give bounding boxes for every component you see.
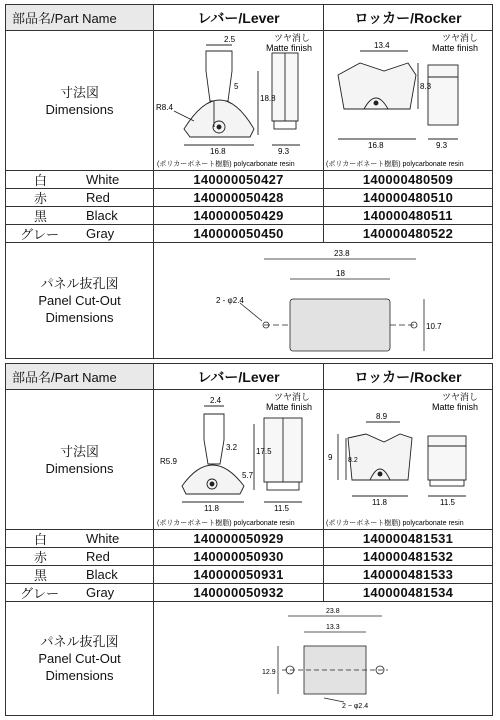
lever-dim-side: 11.5 <box>274 504 289 513</box>
lever-part-number: 140000050931 <box>154 566 324 583</box>
color-row-red <box>6 548 492 566</box>
panel-cutout-row <box>6 602 492 715</box>
lever-dim-base: 11.8 <box>204 504 219 513</box>
lever-drawing <box>154 390 323 529</box>
panel-dim-height: 10.7 <box>426 322 442 331</box>
rocker-header <box>324 364 492 389</box>
rocker-material: (ポリカーボネート樹脂) polycarbonate resin <box>326 520 464 527</box>
rocker-dim-height-inner: 8.2 <box>348 457 358 464</box>
spec-table-2 <box>5 363 493 716</box>
lever-drawing-cell <box>154 31 324 170</box>
color-en: Red <box>86 190 110 205</box>
rocker-part-number: 140000481532 <box>362 549 454 564</box>
lever-dim-height: 17.5 <box>256 447 272 456</box>
lever-part-number: 140000050428 <box>154 189 324 206</box>
lever-header <box>154 364 324 389</box>
panel-dim-total: 23.8 <box>326 608 340 615</box>
panel-dim-height: 12.9 <box>262 669 276 676</box>
lever-part-number: 140000050932 <box>154 584 324 601</box>
rocker-header-label: ロッカー/Rocker <box>354 9 462 26</box>
panel-en2: Dimensions <box>45 310 114 325</box>
rocker-dim-side: 9.3 <box>436 141 448 150</box>
rocker-dim-height-outer: 9 <box>328 453 333 462</box>
color-label <box>6 530 154 547</box>
rocker-part-number: 140000481534 <box>362 585 454 600</box>
color-en: White <box>86 172 120 187</box>
color-row-black <box>6 566 492 584</box>
rocker-drawing <box>324 31 492 170</box>
rocker-part-number: 140000481531 <box>362 531 454 546</box>
rocker-matte-jp: ツヤ消し <box>442 33 479 43</box>
color-jp: 黒 <box>34 568 48 583</box>
color-en: Black <box>86 208 118 223</box>
lever-dim-top: 2.5 <box>224 35 236 44</box>
rocker-material: (ポリカーボネート樹脂) polycarbonate resin <box>326 161 464 168</box>
dimensions-row <box>6 31 492 171</box>
lever-header <box>154 5 324 30</box>
lever-drawing-cell <box>154 390 324 529</box>
part-name-label: 部品名/Part Name <box>12 11 117 26</box>
panel-cutout-drawing <box>154 602 493 714</box>
color-jp: グレー <box>20 227 60 242</box>
lever-matte-jp: ツヤ消し <box>274 392 311 402</box>
dimensions-row <box>6 390 492 530</box>
lever-dim-angle: 5 <box>234 82 239 91</box>
color-jp: 白 <box>34 532 48 547</box>
rocker-dim-height: 8.3 <box>420 82 432 91</box>
rocker-header <box>324 5 492 30</box>
lever-part-number: 140000050450 <box>154 225 324 242</box>
color-jp: 赤 <box>34 191 48 206</box>
dimensions-jp: 寸法図 <box>59 84 99 100</box>
color-label <box>6 548 154 565</box>
color-label <box>6 189 154 206</box>
dimensions-label <box>6 390 154 529</box>
lever-dim-side: 9.3 <box>278 147 290 156</box>
panel-cutout-drawing-cell <box>154 243 492 358</box>
color-label <box>6 566 154 583</box>
rocker-drawing-cell <box>324 31 492 170</box>
color-row-red <box>6 189 492 207</box>
color-jp: 白 <box>34 173 48 188</box>
header-row <box>6 364 492 390</box>
part-name-header <box>6 5 154 30</box>
color-en: Black <box>86 567 118 582</box>
panel-en1: Panel Cut-Out <box>38 293 121 308</box>
dimensions-en: Dimensions <box>45 460 114 476</box>
rocker-part-number: 140000481533 <box>362 567 454 582</box>
color-en: Red <box>86 549 110 564</box>
spec-table-1 <box>5 4 493 359</box>
lever-header-label: レバー/Lever <box>197 368 280 385</box>
rocker-matte-en: Matte finish <box>432 43 479 53</box>
color-label <box>6 584 154 601</box>
lever-material: (ポリカーボネート樹脂) polycarbonate resin <box>157 520 295 527</box>
lever-dim-low: 5.7 <box>242 471 254 480</box>
rocker-part-number: 140000480522 <box>362 226 454 241</box>
lever-drawing <box>154 31 323 170</box>
lever-dim-radius: R5.9 <box>160 457 177 466</box>
panel-dim-total: 23.8 <box>334 249 350 258</box>
rocker-drawing-cell <box>324 390 492 529</box>
part-name-label: 部品名/Part Name <box>12 370 117 385</box>
color-row-gray <box>6 225 492 243</box>
color-label <box>6 225 154 242</box>
lever-dim-top: 2.4 <box>210 396 222 405</box>
panel-dim-hole: 2 − φ2.4 <box>342 703 369 710</box>
rocker-part-number: 140000480511 <box>363 208 453 223</box>
lever-material: (ポリカーボネート樹脂) polycarbonate resin <box>157 161 295 168</box>
lever-header-label: レバー/Lever <box>197 9 280 26</box>
rocker-part-number: 140000480509 <box>362 172 454 187</box>
color-row-white <box>6 530 492 548</box>
panel-cutout-row <box>6 243 492 358</box>
lever-part-number: 140000050929 <box>154 530 324 547</box>
panel-cutout-drawing-cell <box>154 602 492 715</box>
part-name-header <box>6 364 154 389</box>
lever-part-number: 140000050429 <box>154 207 324 224</box>
panel-dim-hole: 2 - φ2.4 <box>216 296 244 305</box>
dimensions-en: Dimensions <box>45 101 114 117</box>
lever-dim-radius: R8.4 <box>156 103 173 112</box>
color-en: White <box>86 531 120 546</box>
panel-cutout-label <box>6 602 154 715</box>
rocker-drawing <box>324 390 492 529</box>
panel-dim-inner: 18 <box>336 269 345 278</box>
header-row <box>6 5 492 31</box>
color-jp: 赤 <box>34 550 48 565</box>
rocker-dim-top: 13.4 <box>374 41 390 50</box>
lever-matte-jp: ツヤ消し <box>274 33 311 43</box>
color-en: Gray <box>86 585 115 600</box>
rocker-dim-base: 16.8 <box>368 141 384 150</box>
color-jp: 黒 <box>34 209 48 224</box>
panel-cutout-label <box>6 243 154 358</box>
color-jp: グレー <box>20 586 60 601</box>
lever-part-number: 140000050427 <box>154 171 324 188</box>
color-row-white <box>6 171 492 189</box>
lever-matte-en: Matte finish <box>266 402 313 412</box>
rocker-dim-side: 11.5 <box>440 498 455 507</box>
dimensions-jp: 寸法図 <box>59 443 99 459</box>
rocker-dim-base: 11.8 <box>372 498 387 507</box>
panel-en1: Panel Cut-Out <box>38 651 121 666</box>
color-row-black <box>6 207 492 225</box>
lever-part-number: 140000050930 <box>154 548 324 565</box>
panel-jp: パネル抜孔図 <box>40 634 119 649</box>
dimensions-label <box>6 31 154 170</box>
rocker-part-number: 140000480510 <box>362 190 454 205</box>
rocker-matte-en: Matte finish <box>432 402 479 412</box>
color-label <box>6 171 154 188</box>
rocker-header-label: ロッカー/Rocker <box>354 368 462 385</box>
panel-cutout-drawing <box>154 243 493 357</box>
rocker-matte-jp: ツヤ消し <box>442 392 479 402</box>
panel-en2: Dimensions <box>45 668 114 683</box>
lever-dim-height: 18.8 <box>260 94 276 103</box>
lever-matte-en: Matte finish <box>266 43 313 53</box>
rocker-dim-top: 8.9 <box>376 412 388 421</box>
color-en: Gray <box>86 226 115 241</box>
color-label <box>6 207 154 224</box>
lever-dim-mid: 3.2 <box>226 443 238 452</box>
panel-dim-inner: 13.3 <box>326 624 340 631</box>
color-row-gray <box>6 584 492 602</box>
lever-dim-base: 16.8 <box>210 147 226 156</box>
panel-jp: パネル抜孔図 <box>40 276 119 291</box>
